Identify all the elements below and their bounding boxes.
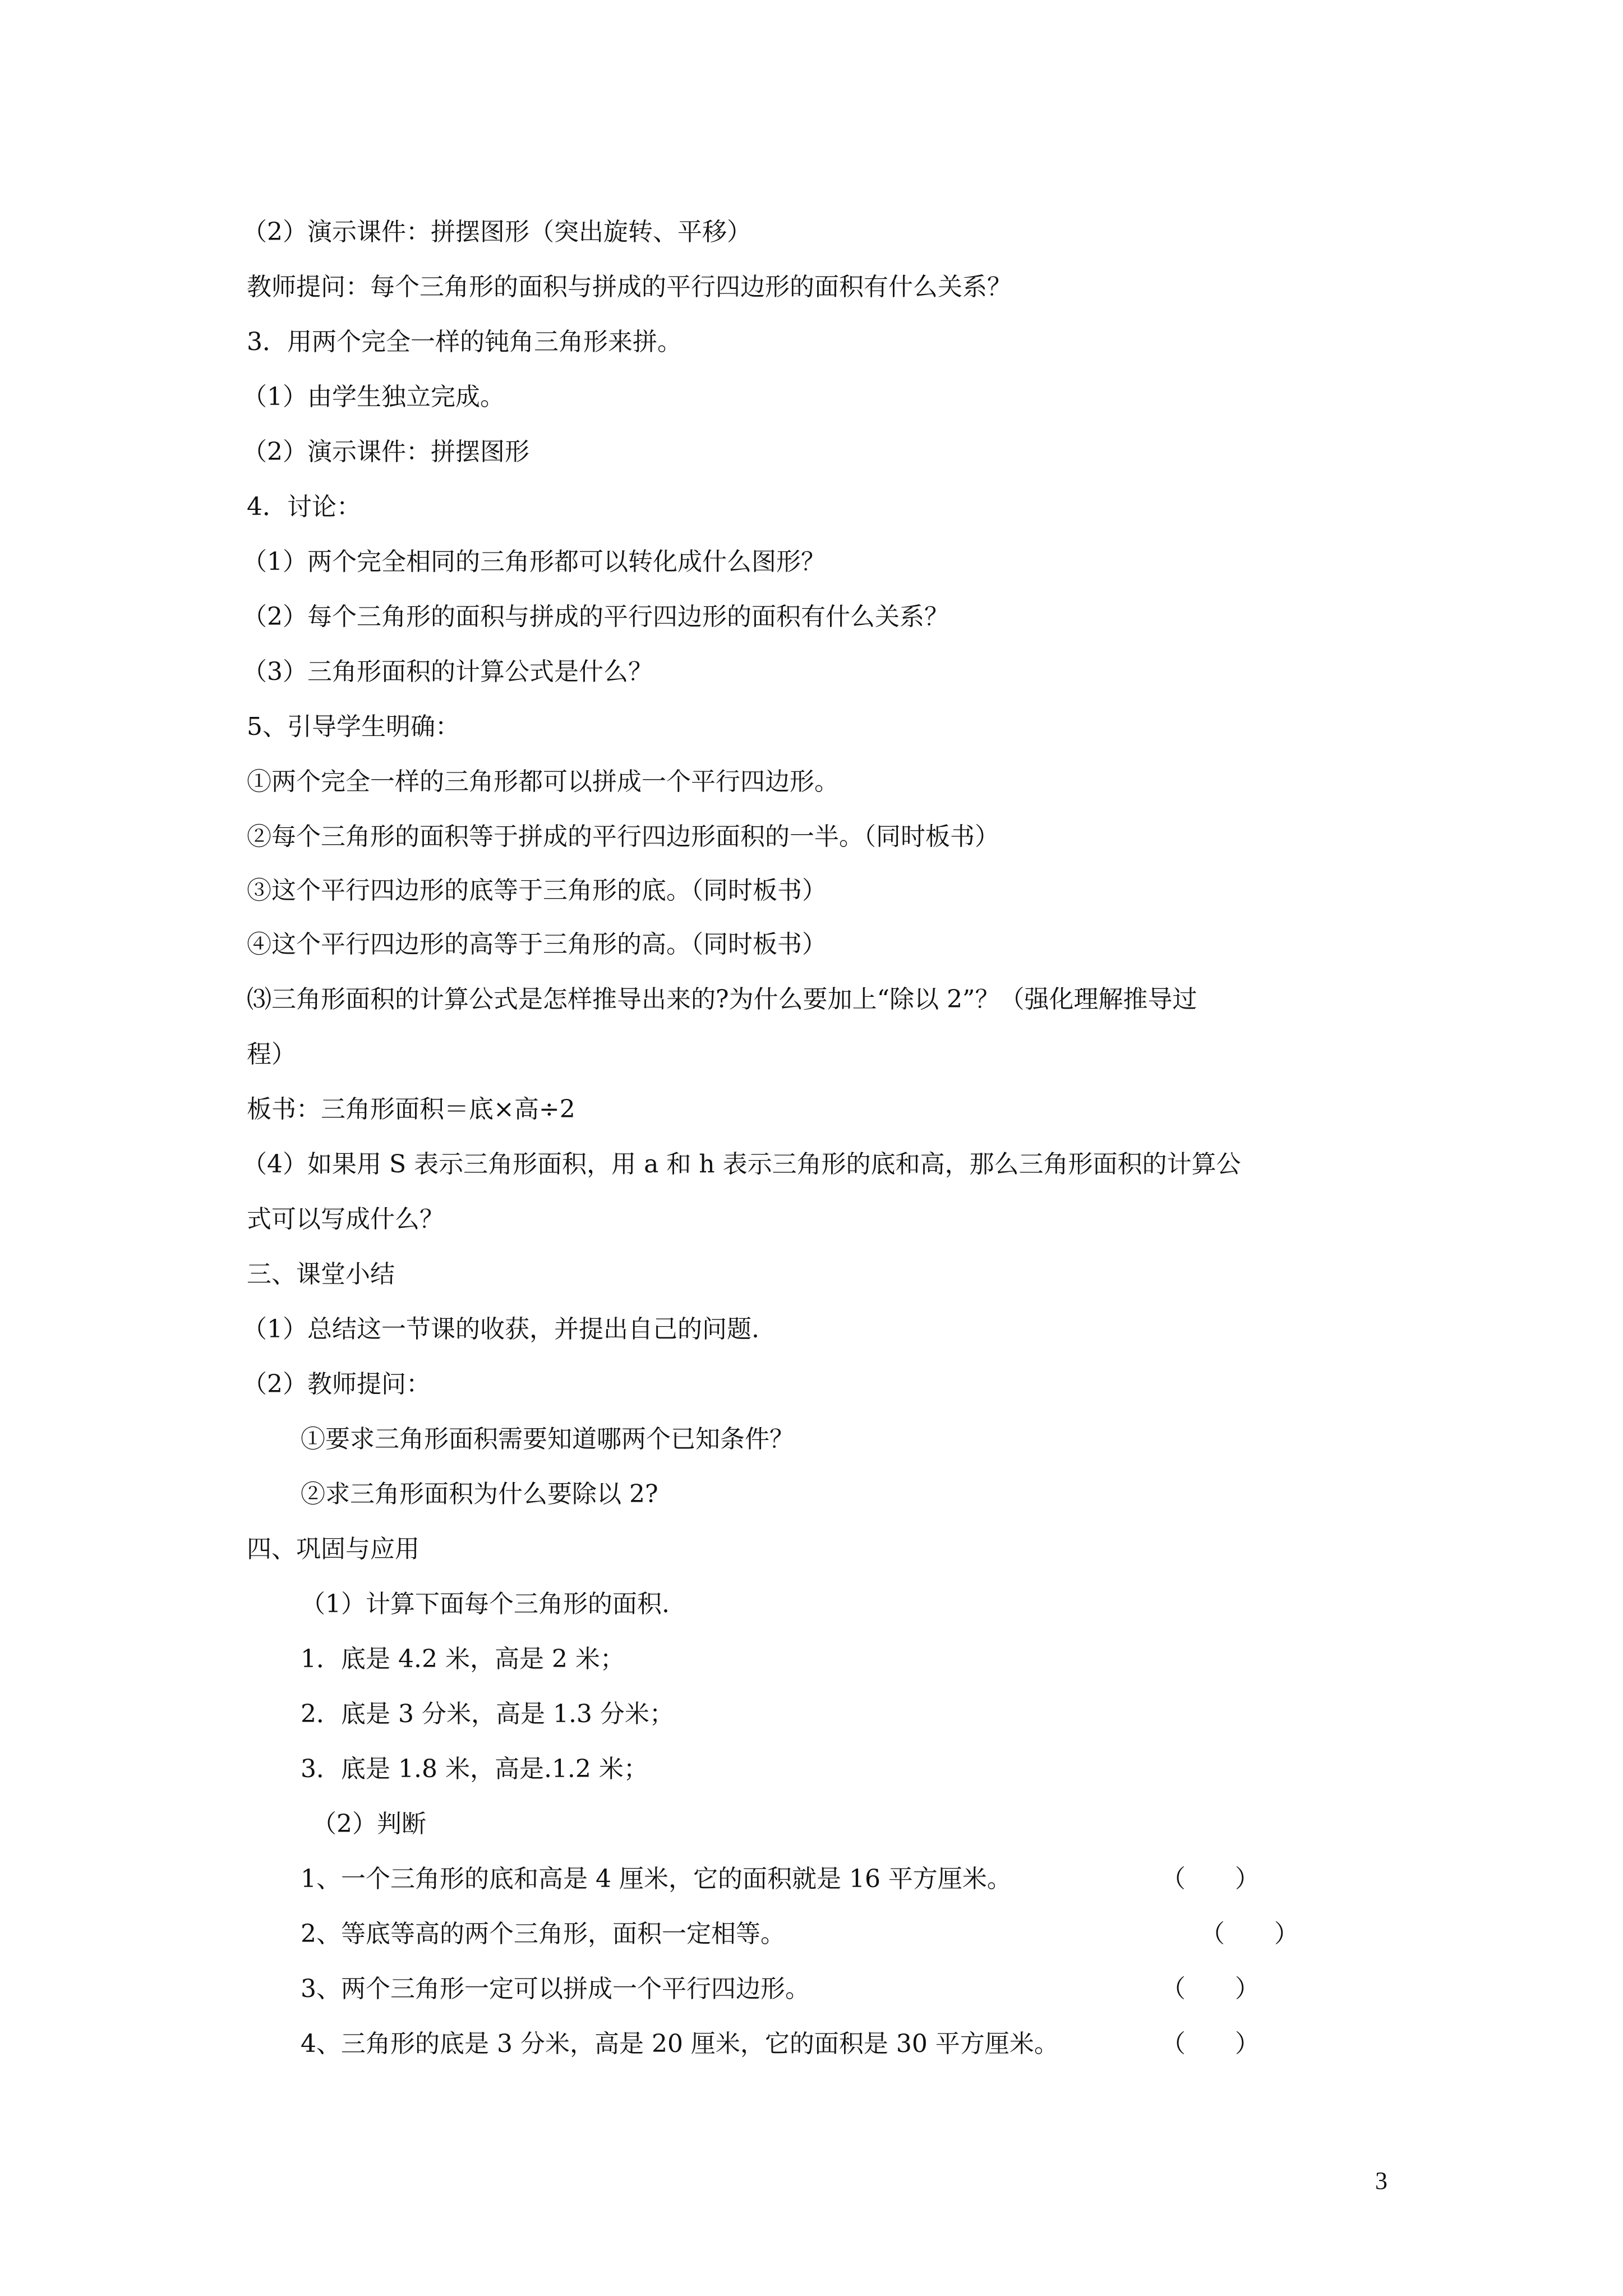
text-line: 4．讨论：	[247, 493, 361, 521]
text-line: （3）三角形面积的计算公式是什么？	[242, 657, 653, 686]
text-line: 3．底是 1.8 米，高是.1.2 米；	[301, 1755, 648, 1783]
judgement-item: 4、三角形的底是 3 分米，高是 20 厘米，它的面积是 30 平方厘米。	[301, 2030, 1059, 2058]
answer-blank: （ ）	[1161, 1865, 1260, 1893]
text-line: 3．用两个完全一样的钝角三角形来拼。	[247, 328, 682, 356]
text-line: （4）如果用 S 表示三角形面积，用 a 和 h 表示三角形的底和高，那么三角形面积的计算公	[242, 1150, 1241, 1179]
text-line: 2．底是 3 分米，高是 1.3 分米；	[301, 1700, 674, 1728]
answer-blank: （ ）	[1200, 1920, 1299, 1948]
text-line: ③这个平行四边形的底等于三角形的底。（同时板书）	[247, 876, 827, 905]
text-line: （2）判断	[312, 1810, 426, 1838]
text-line: （2）演示课件：拼摆图形	[242, 438, 529, 466]
text-line: （1）由学生独立完成。	[242, 383, 505, 411]
text-line: ②求三角形面积为什么要除以 2?	[301, 1480, 658, 1508]
text-line: （1）总结这一节课的收获，并提出自己的问题.	[242, 1315, 759, 1343]
judgement-item: 2、等底等高的两个三角形，面积一定相等。	[301, 1920, 785, 1948]
text-line: ②每个三角形的面积等于拼成的平行四边形面积的一半。（同时板书）	[247, 822, 999, 851]
text-line: 板书：三角形面积＝底×高÷2	[247, 1095, 575, 1124]
page-number: 3	[1375, 2167, 1387, 2194]
text-line: （1）计算下面每个三角形的面积.	[301, 1590, 670, 1618]
text-line: （1）两个完全相同的三角形都可以转化成什么图形？	[242, 547, 826, 576]
text-line: （2）演示课件：拼摆图形（突出旋转、平移）	[242, 218, 751, 246]
text-line: 5、引导学生明确：	[247, 712, 460, 741]
text-line: （2）每个三角形的面积与拼成的平行四边形的面积有什么关系？	[242, 602, 949, 631]
text-line: ⑶三角形面积的计算公式是怎样推导出来的?为什么要加上“除以 2”？（强化理解推导过	[247, 985, 1197, 1014]
text-line: 四、巩固与应用	[247, 1535, 419, 1563]
text-line: （2）教师提问：	[242, 1370, 431, 1398]
answer-blank: （ ）	[1161, 2030, 1260, 2058]
text-line: ①要求三角形面积需要知道哪两个已知条件？	[301, 1425, 794, 1453]
text-line: 式可以写成什么？	[247, 1205, 444, 1234]
text-line: ④这个平行四边形的高等于三角形的高。（同时板书）	[247, 930, 827, 959]
answer-blank: （ ）	[1161, 1975, 1260, 2003]
text-line: 1．底是 4.2 米，高是 2 米；	[301, 1645, 625, 1673]
text-line: 程）	[247, 1040, 296, 1069]
text-line: 三、课堂小结	[247, 1260, 395, 1289]
text-line: 教师提问：每个三角形的面积与拼成的平行四边形的面积有什么关系？	[247, 273, 1012, 301]
text-line: ①两个完全一样的三角形都可以拼成一个平行四边形。	[247, 767, 839, 796]
judgement-item: 3、两个三角形一定可以拼成一个平行四边形。	[301, 1975, 810, 2003]
judgement-item: 1、一个三角形的底和高是 4 厘米，它的面积就是 16 平方厘米。	[301, 1865, 1012, 1893]
